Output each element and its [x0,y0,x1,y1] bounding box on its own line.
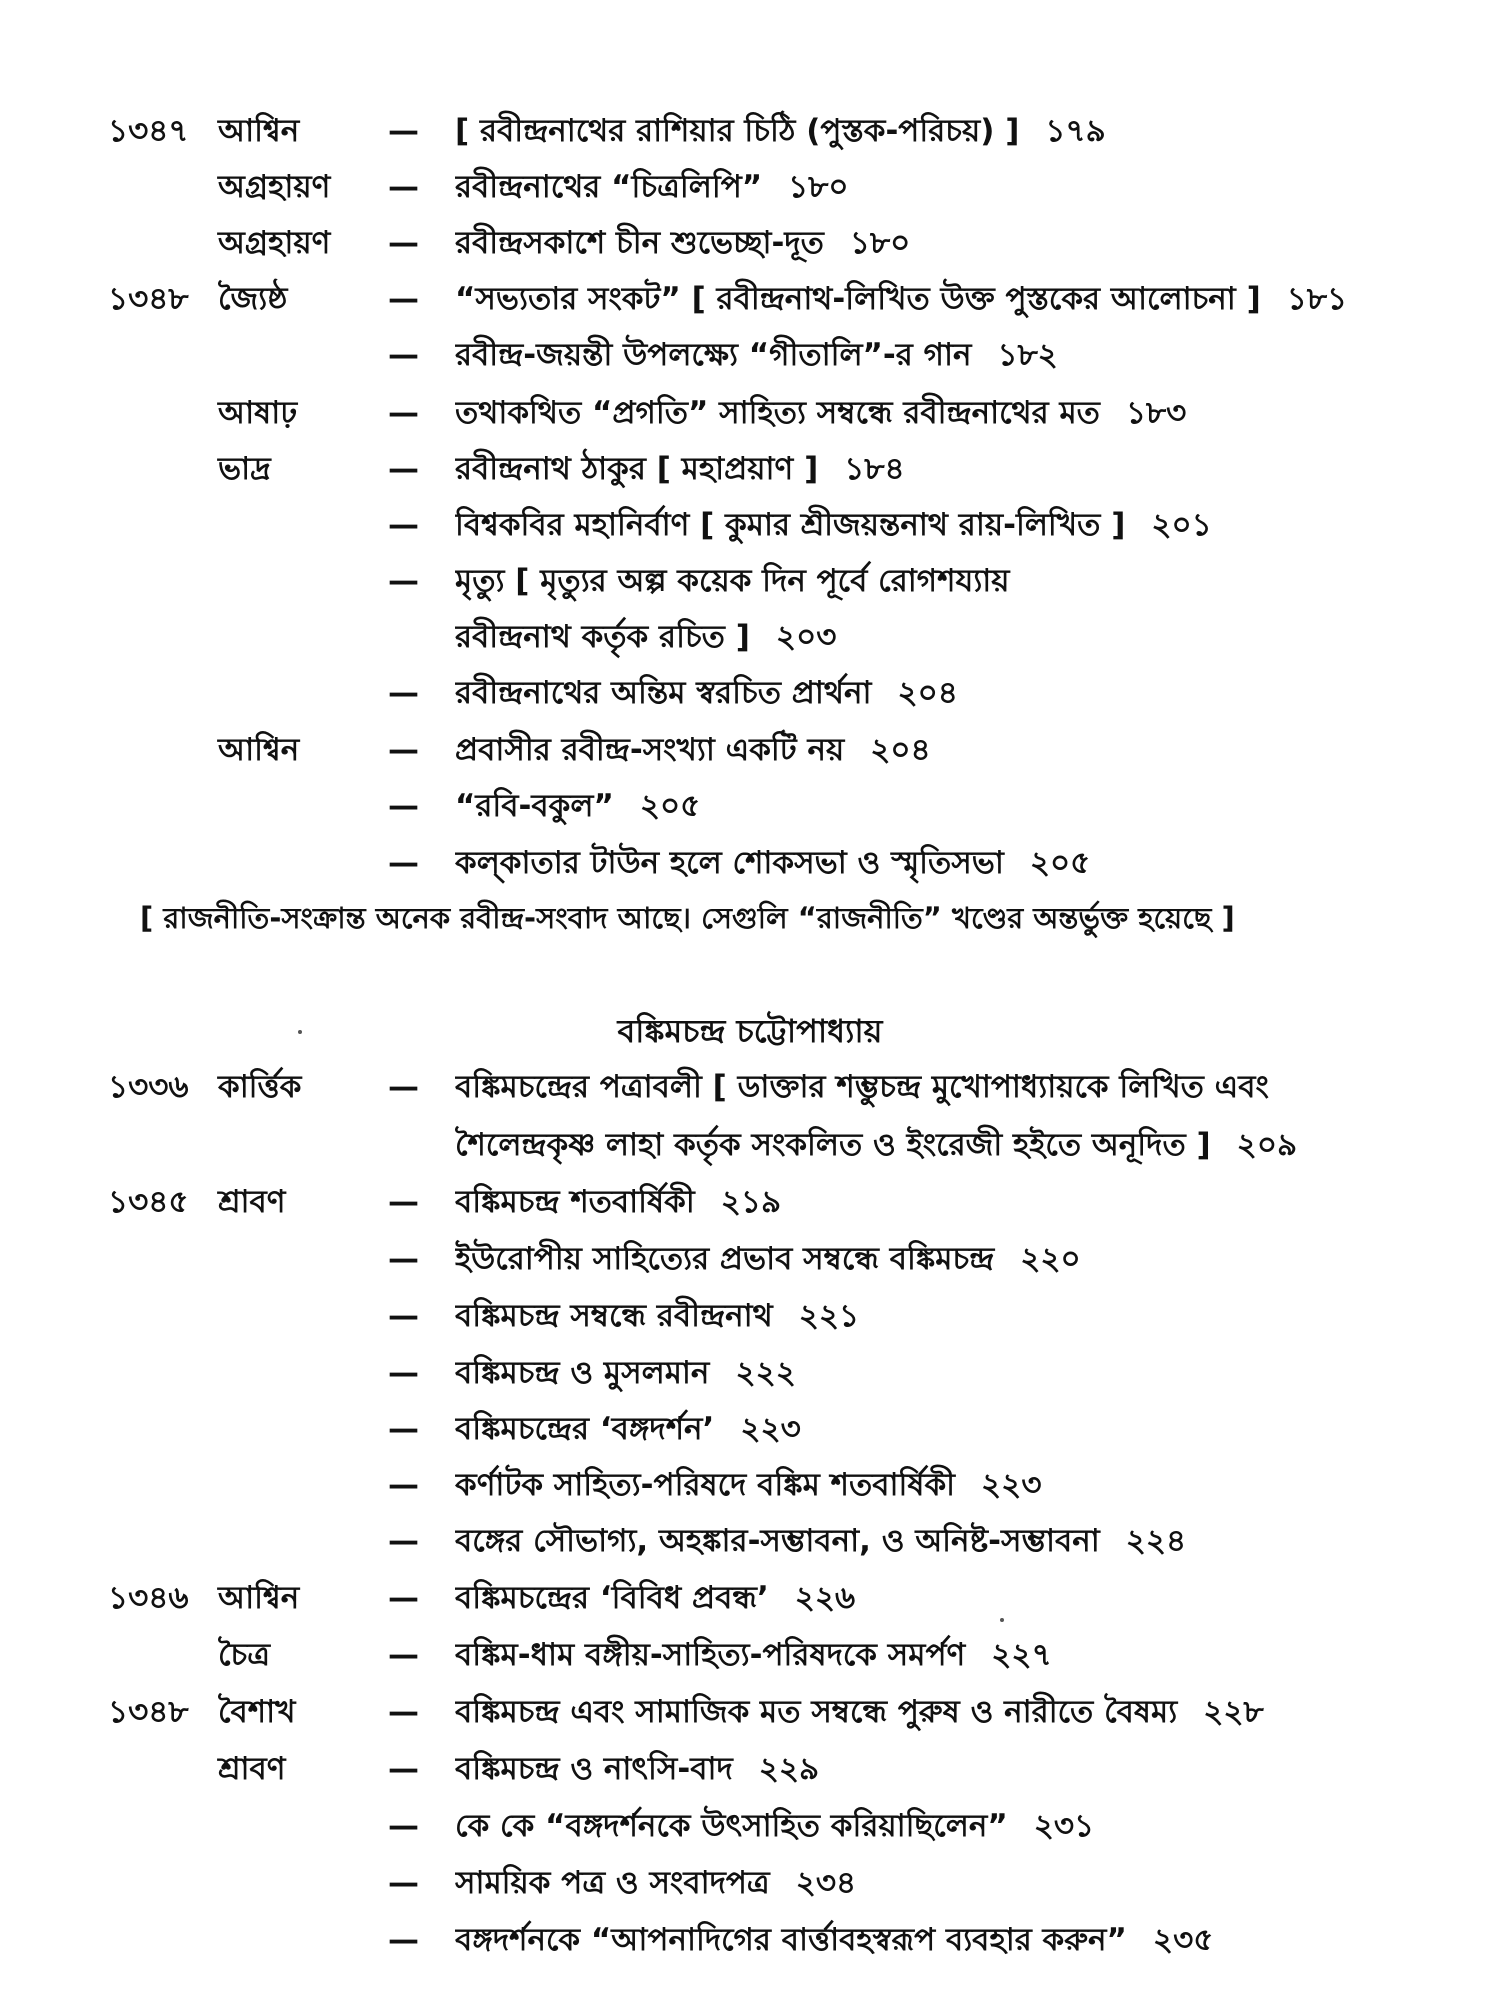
entry-title: বঙ্কিমচন্দ্র ও নাৎসি-বাদ [455,1751,733,1787]
entry-month: চৈত্র [218,1637,271,1673]
entry-dash: — [388,845,419,881]
entry-page: ২২৬ [794,1580,856,1616]
entry-title: বঙ্কিম-ধাম বঙ্গীয়-সাহিত্য-পরিষদকে সমর্পণ [455,1637,966,1673]
entry-page: ১৮৪ [844,451,905,487]
entry-title: সাময়িক পত্র ও সংবাদপত্র [455,1865,770,1901]
entry-page: ২০৪ [870,732,931,768]
entry-text [455,1912,1465,1968]
entry-dash: — [388,563,419,599]
entry-title: “রবি-বকুল” [455,788,614,824]
entry-title: ইউরোপীয় সাহিত্যের প্রভাব সম্বন্ধে বঙ্কিমচন্দ্র [455,1241,995,1277]
entry-page: ২২৩ [981,1467,1042,1503]
entry-text [455,1345,1465,1401]
list-item [0,835,1500,891]
list-item [0,441,1500,497]
entry-year: ১৩৪৫ [108,1184,189,1220]
entry-title: বঙ্গদর্শনকে “আপনাদিগের বার্ত্তাবহস্বরূপ ব্যবহার করুন” [455,1922,1127,1958]
entry-dash: — [388,1184,419,1220]
entry-dash: — [388,1922,419,1958]
entry-title: রবীন্দ্রনাথের “চিত্রলিপি” [455,169,763,205]
entry-page: ২৩১ [1033,1808,1095,1844]
entry-page: ২২০ [1020,1241,1081,1277]
entry-text [455,1741,1465,1797]
entry-month: জ্যৈষ্ঠ [218,281,288,317]
entry-text [455,722,1465,778]
entry-dash: — [388,337,419,373]
list-item [0,722,1500,778]
entry-text [455,271,1465,327]
entry-dash: — [388,113,419,149]
list-item [0,327,1500,383]
entry-dash: — [388,1523,419,1559]
entry-dash: — [388,1069,419,1105]
list-item [0,1401,1500,1457]
entry-page: ২২৩ [740,1411,801,1447]
entry-title: রবীন্দ্রনাথ ঠাকুর [ মহাপ্রয়াণ ] [455,451,819,487]
entry-title: রবীন্দ্র-জয়ন্তী উপলক্ষ্যে “গীতালি”-র গান [455,337,972,373]
entry-dash: — [388,169,419,205]
entry-page: ২৩৫ [1152,1922,1214,1958]
entry-dash: — [388,1694,419,1730]
list-item [0,553,1500,609]
entry-dash: — [388,1355,419,1391]
entry-page: ১৮০ [788,169,849,205]
entry-dash: — [388,732,419,768]
list-item [0,1627,1500,1683]
entry-text [455,385,1465,441]
entry-dash: — [388,1637,419,1673]
list-item [0,1912,1500,1968]
entry-year: ১৩৪৬ [108,1580,189,1616]
entry-dash: — [388,788,419,824]
list-item-continuation [0,1117,1500,1173]
entry-text [455,778,1465,834]
entry-dash: — [388,281,419,317]
list-item [0,1288,1500,1344]
entry-text [455,1457,1465,1513]
entry-month: কার্ত্তিক [218,1069,302,1105]
list-item [0,1741,1500,1797]
entry-dash: — [388,507,419,543]
entry-page: ১৮০ [849,225,911,261]
entry-text [455,497,1465,553]
list-item [0,159,1500,215]
entry-text [455,1570,1465,1626]
entry-text [455,215,1465,271]
list-item [0,1513,1500,1569]
entry-page: ২০৫ [639,788,701,824]
entry-page: ২২৪ [1125,1523,1187,1559]
entry-month: আশ্বিন [218,113,300,149]
entry-year: ১৩৩৬ [108,1069,189,1105]
entry-dash: — [388,1411,419,1447]
entry-title: বঙ্কিমচন্দ্রের ‘বঙ্গদর্শন’ [455,1411,715,1447]
list-item [0,1059,1500,1115]
entry-title: কর্ণাটক সাহিত্য-পরিষদে বঙ্কিম শতবার্ষিকী [455,1467,956,1503]
list-item [0,1345,1500,1401]
entry-month: বৈশাখ [218,1694,296,1730]
entry-text [455,665,1465,721]
entry-page: ১৭৯ [1045,113,1106,149]
entry-text [455,553,1465,609]
list-item [0,778,1500,834]
entry-text [455,327,1465,383]
entry-page: ২২৭ [991,1637,1052,1673]
entry-page: ১৮৩ [1125,395,1187,431]
entry-text [455,1798,1465,1854]
entry-title: বঙ্কিমচন্দ্রের ‘বিবিধ প্রবন্ধ’ [455,1580,769,1616]
entry-text [455,1059,1465,1115]
section-title: বঙ্কিমচন্দ্র চট্টোপাধ্যায় [617,1012,883,1050]
entry-dash: — [388,1751,419,1787]
entry-month: আষাঢ় [218,395,298,431]
entry-year: ১৩৪৮ [108,1694,189,1730]
entry-text [455,1513,1465,1569]
list-item [0,1855,1500,1911]
entry-dash: — [388,1865,419,1901]
entry-title: [ রবীন্দ্রনাথের রাশিয়ার চিঠি (পুস্তক-পরিচয়) ] [455,113,1020,149]
list-item [0,271,1500,327]
entry-title: বঙ্কিমচন্দ্র এবং সামাজিক মত সম্বন্ধে পুরুষ ও নারীতে বৈষম্য [455,1694,1178,1730]
list-item [0,665,1500,721]
entry-dash: — [388,1298,419,1334]
entry-title: বিশ্বকবির মহানির্বাণ [ কুমার শ্রীজয়ন্তনাথ রায়-লিখিত ] [455,507,1126,543]
entry-text [455,1627,1465,1683]
entry-month: আশ্বিন [218,732,300,768]
entry-title: বঙ্কিমচন্দ্রের পত্রাবলী [ ডাক্তার শম্ভুচন্দ্র মুখোপাধ্যায়কে লিখিত এবং [455,1069,1269,1105]
entry-title: বঙ্কিমচন্দ্র ও মুসলমান [455,1355,710,1391]
entry-page: ২৩৪ [795,1865,857,1901]
list-item [0,103,1500,159]
entry-text [455,1117,1465,1173]
entry-page: ২২৯ [758,1751,820,1787]
section-note: [ রাজনীতি-সংক্রান্ত অনেক রবীন্দ্র-সংবাদ আছে। সেগুলি “রাজনীতি” খণ্ডের অন্তর্ভুক্ত হয়েছে ] [140,901,1235,935]
list-item [0,1684,1500,1740]
entry-month: অগ্রহায়ণ [218,225,331,261]
entry-dash: — [388,1467,419,1503]
entry-title: মৃত্যু [ মৃত্যুর অল্প কয়েক দিন পূর্বে রোগশয্যায় [455,563,1010,599]
entry-title: রবীন্দ্রসকাশে চীন শুভেচ্ছা-দূত [455,225,824,261]
entry-dash: — [388,225,419,261]
entry-year: ১৩৪৮ [108,281,189,317]
entry-page: ১৮২ [997,337,1058,373]
entry-month: শ্রাবণ [218,1751,286,1787]
entry-dash: — [388,675,419,711]
entry-title: বঙ্গের সৌভাগ্য, অহঙ্কার-সম্ভাবনা, ও অনিষ্ট-সম্ভাবনা [455,1523,1100,1559]
entry-title: তথাকথিত “প্রগতি” সাহিত্য সম্বন্ধে রবীন্দ্রনাথের মত [455,395,1100,431]
entry-text [455,103,1465,159]
entry-text [455,835,1465,891]
entry-page: ১৮১ [1286,281,1348,317]
list-item [0,1570,1500,1626]
entry-title: শৈলেন্দ্রকৃষ্ণ লাহা কর্তৃক সংকলিত ও ইংরেজী হইতে অনূদিত ] [455,1127,1211,1163]
entry-dash: — [388,1580,419,1616]
entry-text [455,1684,1465,1740]
scan-speck [1000,1618,1004,1622]
entry-year: ১৩৪৭ [108,113,189,149]
entry-text [455,1855,1465,1911]
list-item-continuation [0,609,1500,665]
list-item [0,385,1500,441]
list-item [0,1174,1500,1230]
entry-page: ২০১ [1151,507,1212,543]
entry-text [455,441,1465,497]
entry-title: কে কে “বঙ্গদর্শনকে উৎসাহিত করিয়াছিলেন” [455,1808,1008,1844]
entry-page: ২২১ [798,1298,860,1334]
entry-title: বঙ্কিমচন্দ্র সম্বন্ধে রবীন্দ্রনাথ [455,1298,773,1334]
entry-month: শ্রাবণ [218,1184,286,1220]
entry-text [455,1288,1465,1344]
entry-text [455,1174,1465,1230]
entry-text [455,609,1465,665]
list-item [0,215,1500,271]
entry-page: ২০৩ [775,619,837,655]
entry-title: রবীন্দ্রনাথের অন্তিম স্বরচিত প্রার্থনা [455,675,872,711]
entry-dash: — [388,1808,419,1844]
entry-text [455,159,1465,215]
entry-month: ভাদ্র [218,451,271,487]
entry-dash: — [388,395,419,431]
entry-month: অগ্রহায়ণ [218,169,331,205]
entry-title: বঙ্কিমচন্দ্র শতবার্ষিকী [455,1184,695,1220]
list-item [0,1457,1500,1513]
entry-page: ২০৫ [1029,845,1091,881]
entry-month: আশ্বিন [218,1580,300,1616]
list-item [0,1798,1500,1854]
entry-text [455,1231,1465,1287]
entry-text [455,1401,1465,1457]
list-item [0,1231,1500,1287]
entry-page: ২০৯ [1236,1127,1298,1163]
entry-title: “সভ্যতার সংকট” [ রবীন্দ্রনাথ-লিখিত উক্ত পুস্তকের আলোচনা ] [455,281,1261,317]
entry-dash: — [388,1241,419,1277]
entry-page: ২২২ [735,1355,796,1391]
entry-title: প্রবাসীর রবীন্দ্র-সংখ্যা একটি নয় [455,732,845,768]
entry-dash: — [388,451,419,487]
entry-page: ২২৮ [1203,1694,1264,1730]
entry-title: কল্‌কাতার টাউন হলে শোকসভা ও স্মৃতিসভা [455,845,1004,881]
entry-page: ২১৯ [720,1184,782,1220]
entry-title: রবীন্দ্রনাথ কর্তৃক রচিত ] [455,619,750,655]
list-item [0,497,1500,553]
entry-page: ২০৪ [897,675,958,711]
